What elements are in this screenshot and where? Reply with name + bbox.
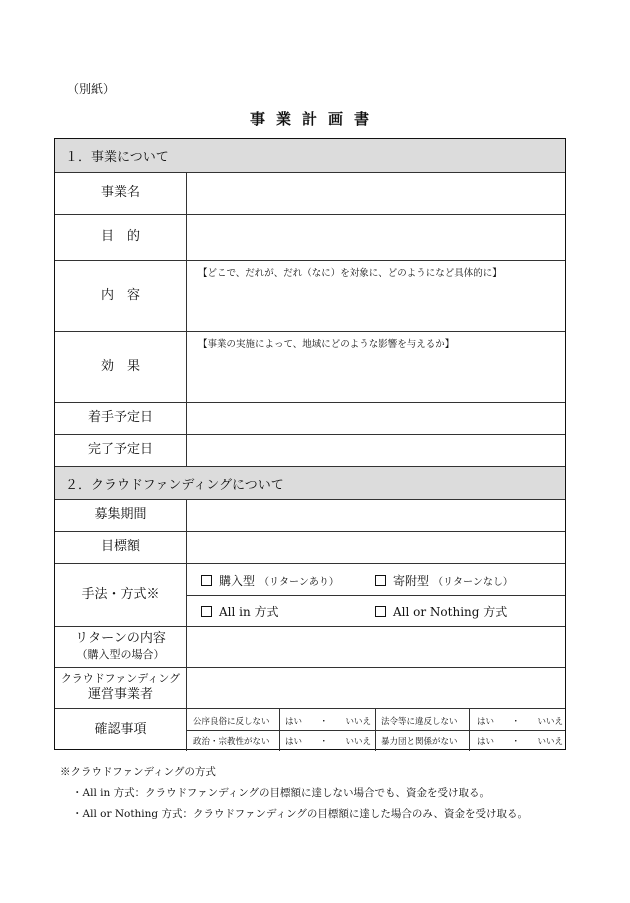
end-date-label: 完了予定日 xyxy=(55,435,187,466)
option-all-in[interactable]: All in 方式 xyxy=(201,603,279,620)
section1-heading-text: １．事業について xyxy=(65,150,169,165)
operator-label: クラウドファンディング 運営事業者 xyxy=(55,668,187,708)
row-start-date[interactable] xyxy=(55,402,565,434)
confirmation-label: 確認事項 xyxy=(55,709,187,751)
effect-label: 効 果 xyxy=(55,332,187,402)
checkbox-donation[interactable] xyxy=(375,575,386,586)
row-confirmation xyxy=(55,708,565,751)
row-return-content[interactable] xyxy=(55,626,565,667)
confirm-q2: 法令等に違反しない xyxy=(381,716,458,727)
confirm-q1-answer[interactable]: はい ・ いいえ xyxy=(285,716,371,727)
purpose-label: 目 的 xyxy=(55,215,187,260)
confirm-q3: 政治・宗教性がない xyxy=(193,736,270,747)
option-all-or-nothing[interactable]: All or Nothing 方式 xyxy=(375,603,507,620)
confirm-q4-answer[interactable]: はい ・ いいえ xyxy=(477,736,563,747)
method-notes xyxy=(60,762,528,825)
section2-heading xyxy=(55,466,565,499)
row-end-date[interactable] xyxy=(55,434,565,466)
method-label: 手法・方式※ xyxy=(55,564,187,626)
checkbox-all-or-nothing[interactable] xyxy=(375,606,386,617)
content-label: 内 容 xyxy=(55,261,187,331)
row-effect[interactable] xyxy=(55,331,565,402)
content-hint: 【どこで、だれが、だれ（なに）を対象に、どのようになど具体的に】 xyxy=(198,268,502,279)
row-period[interactable] xyxy=(55,499,565,531)
target-label: 目標額 xyxy=(55,532,187,563)
row-purpose[interactable] xyxy=(55,214,565,260)
page-title: 事業計画書 xyxy=(249,110,380,128)
return-content-label: リターンの内容 （購入型の場合） xyxy=(55,627,187,667)
business-plan-form xyxy=(54,138,566,750)
row-method xyxy=(55,563,565,626)
business-name-label: 事業名 xyxy=(55,173,187,214)
effect-hint: 【事業の実施によって、地域にどのような影響を与えるか】 xyxy=(198,339,455,350)
note-all-in: ・All in 方式：クラウドファンディングの目標額に達しない場合でも、資金を受け取る。 xyxy=(72,787,491,799)
row-content[interactable] xyxy=(55,260,565,331)
section1-heading xyxy=(55,139,565,172)
option-donation[interactable]: 寄附型 （リターンなし） xyxy=(375,572,513,589)
checkbox-purchase[interactable] xyxy=(201,575,212,586)
annex-label: （別紙） xyxy=(67,82,116,96)
confirm-q3-answer[interactable]: はい ・ いいえ xyxy=(285,736,371,747)
method-divider xyxy=(187,595,565,596)
row-target[interactable] xyxy=(55,531,565,563)
note-all-or-nothing: ・All or Nothing 方式：クラウドファンディングの目標額に達した場合のみ、資金を受け取る。 xyxy=(72,808,529,820)
start-date-label: 着手予定日 xyxy=(55,403,187,434)
confirm-q2-answer[interactable]: はい ・ いいえ xyxy=(477,716,563,727)
confirm-q1: 公序良俗に反しない xyxy=(193,716,270,727)
notes-heading: ※クラウドファンディングの方式 xyxy=(60,766,216,778)
confirm-q4: 暴力団と関係がない xyxy=(381,736,458,747)
row-business-name[interactable] xyxy=(55,172,565,214)
option-purchase[interactable]: 購入型 （リターンあり） xyxy=(201,572,339,589)
section2-heading-text: ２．クラウドファンディングについて xyxy=(65,477,284,493)
checkbox-all-in[interactable] xyxy=(201,606,212,617)
row-operator[interactable] xyxy=(55,667,565,708)
period-label: 募集期間 xyxy=(55,500,187,531)
confirmation-grid xyxy=(187,709,565,751)
